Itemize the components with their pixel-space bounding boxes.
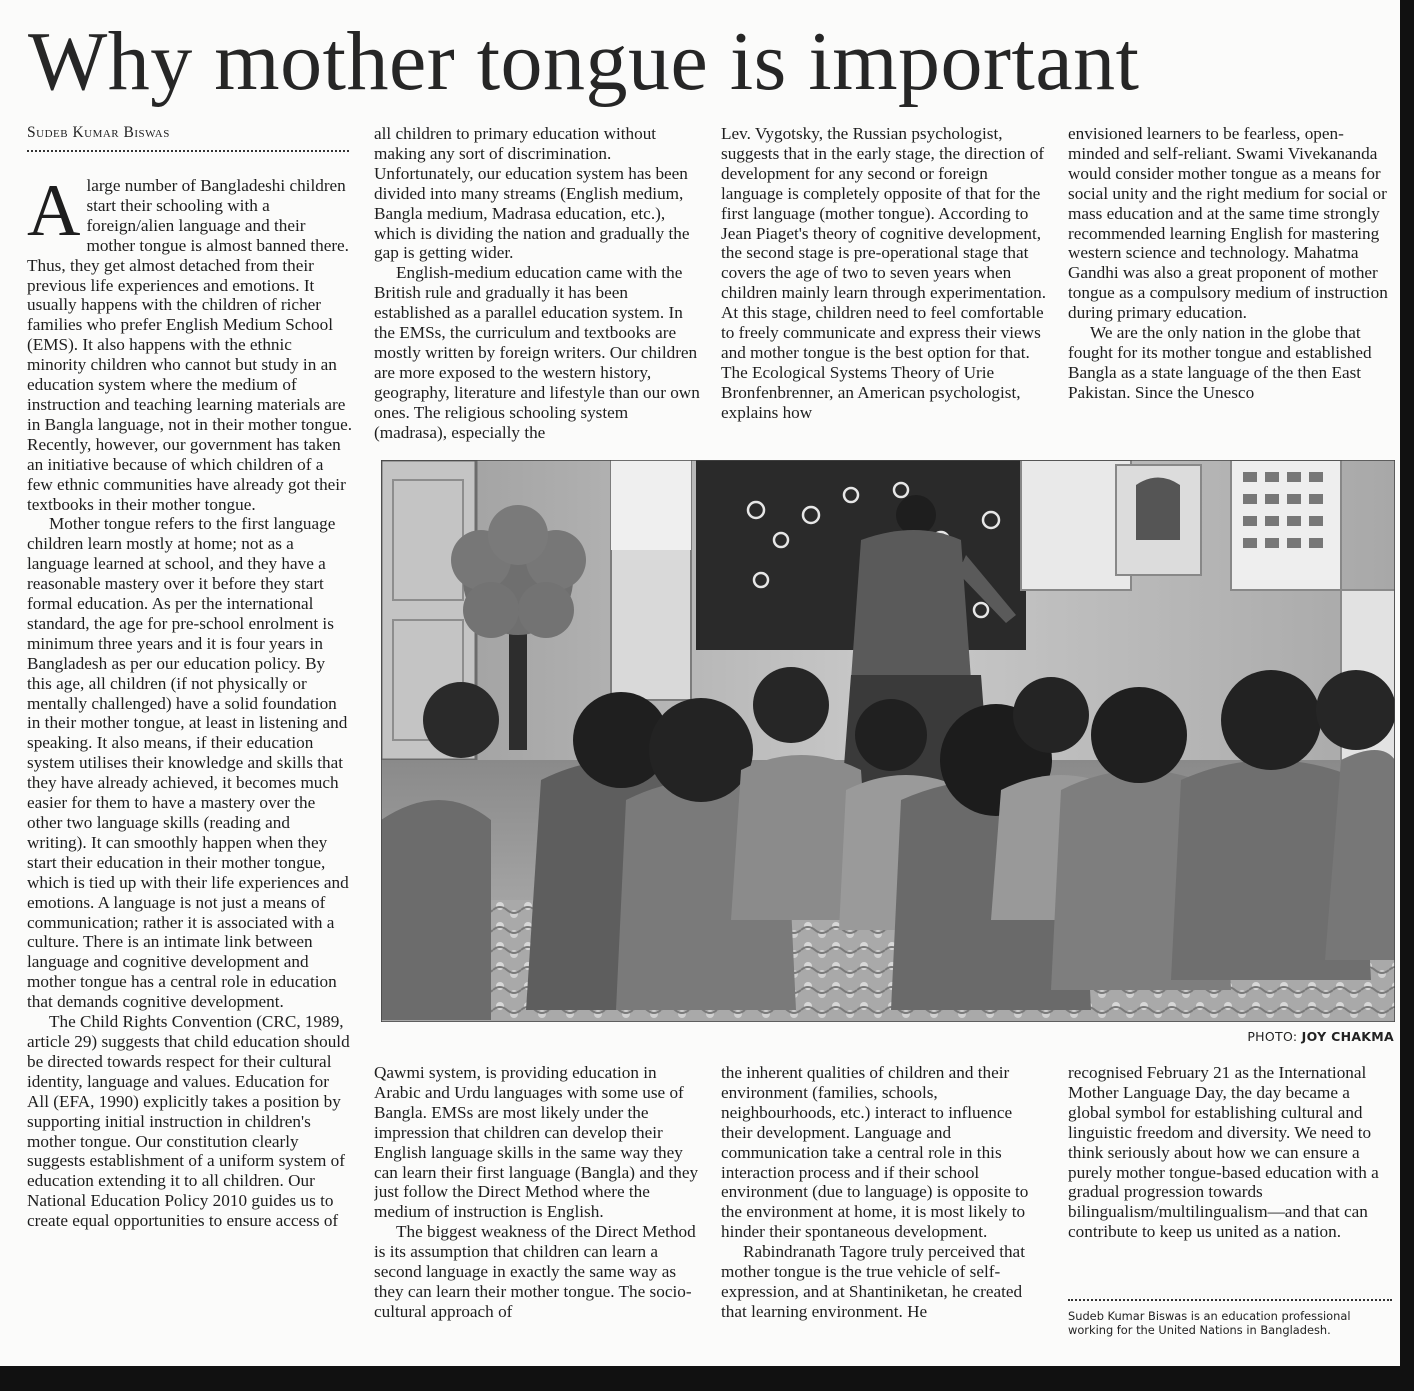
paragraph: Qawmi system, is providing education in Arabic and Urdu languages with some use of Bangla. EMSs are most likely under the impression that children can develop their English language skills in the same way they can learn their first language (Bangla) and they just follow the Direct Method where the medium of instruction is English.: [374, 1063, 699, 1222]
paragraph: the inherent qualities of children and their environment (families, schools, neighbourhoods, etc.) interact to influence their development. Language and communication take a central role in this interaction process and if their school environment (due to language) is opposite to the environment at home, it is most likely to hinder their spontaneous development.: [721, 1063, 1029, 1242]
paragraph: A large number of Bangladeshi children start their schooling with a foreign/alien language and their mother tongue is almost banned there. Thus, they get almost detached from their previous life experiences and emotions. It usually happens with the children of richer families who prefer English Medium School (EMS). It also happens with the ethnic minority children who cannot but study in an education system where the medium of instruction and teaching learning materials are in Bangla language, not in their mother tongue. Recently, however, our government has taken an initiative because of which children of a few ethnic communities have already got their textbooks in their mother tongue.: [27, 176, 353, 514]
paragraph: The biggest weakness of the Direct Method is its assumption that children can learn a second language in exactly the same way as they can learn their mother tongue. The socio-cultural approach of: [374, 1222, 696, 1321]
photo-credit: PHOTO: JOY CHAKMA: [1247, 1029, 1394, 1044]
column-2-top: [374, 124, 700, 446]
paragraph: all children to primary education without making any sort of discrimination. Unfortunately, our education system has been divided into many streams (English medium, Bangla medium, Madrasa education, etc.), which is dividing the nation and gradually the gap is getting wider.: [374, 124, 690, 263]
paragraph: We are the only nation in the globe that fought for its mother tongue and established Bangla as a state language of the then East Pakistan. Since the Unesco: [1068, 323, 1372, 402]
column-2-bottom: [374, 1063, 700, 1343]
headline: Why mother tongue is important: [28, 15, 1140, 108]
paragraph: Mother tongue refers to the first language children learn mostly at home; not as a language learned at school, and they have a reasonable mastery over it before they start formal education. As per the international standard, the age for pre-school enrolment is minimum three years and it is four years in Bangladesh as per our education policy. By this age, all children (if not physically or mentally challenged) have a solid foundation in their mother tongue, at least in listening and speaking. It also means, if their education system utilises their knowledge and skills that they have already achieved, it becomes much easier for them to have a mastery over the other two language skills (reading and writing). It can smoothly happen when they start their education in their mother tongue, which is tied up with their life experiences and emotions. A language is not just a means of communication; rather it is associated with a culture. There is an intimate link between language and cognitive development and mother tongue has a central role in education that demands cognitive development.: [27, 514, 349, 1012]
classroom-photo: [381, 460, 1395, 1022]
column-3-top: [721, 124, 1047, 446]
paragraph: English-medium education came with the British rule and gradually it has been established as a parallel education system. In the EMSs, the curriculum and textbooks are mostly written by foreign writers. Our children are more exposed to the western history, geography, literature and lifestyle than our own ones. The religious schooling system (madrasa), especially the: [374, 263, 700, 442]
author-bio: Sudeb Kumar Biswas is an education professional working for the United Nations in Bangladesh.: [1068, 1299, 1392, 1337]
paragraph: Lev. Vygotsky, the Russian psychologist, suggests that in the early stage, the direction of development for any second or foreign language is completely opposite of that for the first language (mother tongue). According to Jean Piaget's theory of cognitive development, the second stage is pre-operational stage that covers the age of two to seven years when children mainly learn through experimentation. At this stage, children need to feel comfortable to freely communicate and express their views and mother tongue is the best option for that. The Ecological Systems Theory of Urie Bronfenbrenner, an American psychologist, explains how: [721, 124, 1047, 422]
drop-cap: A: [27, 176, 81, 252]
paragraph: recognised February 21 as the International Mother Language Day, the day became a global symbol for establishing cultural and linguistic freedom and diversity. We need to think seriously about how we can ensure a purely mother tongue-based education with a gradual progression towards bilingualism/multilingualism—and that can contribute to keep us united as a nation.: [1068, 1063, 1379, 1242]
paragraph: envisioned learners to be fearless, open-minded and self-reliant. Swami Vivekananda would consider mother tongue as a means for social unity and the right medium for social or mass education and at the same time strongly recommended learning English for mastering western science and technology. Mahatma Gandhi was also a great proponent of mother tongue as a compulsory medium of instruction during primary education.: [1068, 124, 1388, 323]
paragraph: The Child Rights Convention (CRC, 1989, article 29) suggests that child education should be directed towards respect for their cultural identity, language and values. Education for All (EFA, 1990) explicitly takes a position by supporting initial instruction in children's mother tongue. Our constitution clearly suggests establishment of a uniform system of education extending it to all children. Our National Education Policy 2010 guides us to create equal opportunities to ensure access of: [27, 1012, 350, 1231]
paragraph: Rabindranath Tagore truly perceived that mother tongue is the true vehicle of self-expression, and at Shantiniketan, he created that learning environment. He: [721, 1242, 1025, 1321]
byline: Sudeb Kumar Biswas: [27, 124, 349, 152]
column-4-bottom: [1068, 1063, 1394, 1291]
column-4-top: [1068, 124, 1394, 446]
column-3-bottom: [721, 1063, 1047, 1343]
column-1: [27, 176, 353, 1338]
